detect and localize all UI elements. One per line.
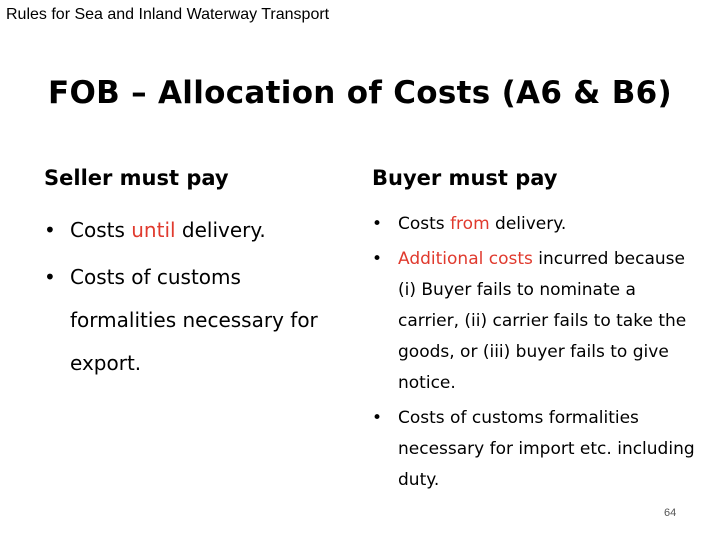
seller-heading: Seller must pay xyxy=(44,166,229,190)
seller-item-2 xyxy=(44,256,344,385)
bullet-icon: • xyxy=(372,214,383,234)
buyer-item-1 xyxy=(372,209,702,240)
bullet-icon: • xyxy=(372,408,383,428)
header-label: Rules for Sea and Inland Waterway Transport xyxy=(6,6,330,23)
buyer-item-3-text: Costs of customs formalities necessary for import etc. including duty. xyxy=(398,408,695,490)
seller-item-1-highlight: until xyxy=(131,218,176,242)
buyer-heading: Buyer must pay xyxy=(372,166,558,190)
page-number: 64 xyxy=(664,507,677,519)
seller-item-2-text: Costs of customs formalities necessary for export. xyxy=(70,265,318,375)
seller-item-1-text: Costs xyxy=(70,218,132,242)
bullet-icon: • xyxy=(44,265,56,289)
buyer-column xyxy=(372,166,702,500)
buyer-item-1-text: Costs xyxy=(398,214,451,234)
buyer-item-1-highlight: from xyxy=(450,214,490,234)
slide-title: FOB – Allocation of Costs (A6 & B6) xyxy=(47,75,673,111)
seller-column xyxy=(44,166,344,389)
buyer-item-1-rest: delivery. xyxy=(489,214,567,234)
seller-item-1 xyxy=(44,209,344,252)
bullet-icon: • xyxy=(372,249,383,269)
bullet-icon: • xyxy=(44,218,56,242)
buyer-item-2-text: incurred because (i) Buyer fails to nominate a carrier, (ii) carrier fails to take the goods, or (iii) buyer fails to give notice. xyxy=(398,249,687,393)
buyer-item-2 xyxy=(372,244,702,399)
seller-item-1-rest: delivery. xyxy=(175,218,266,242)
buyer-item-2-highlight: Additional costs xyxy=(398,249,533,269)
buyer-item-3 xyxy=(372,403,702,496)
